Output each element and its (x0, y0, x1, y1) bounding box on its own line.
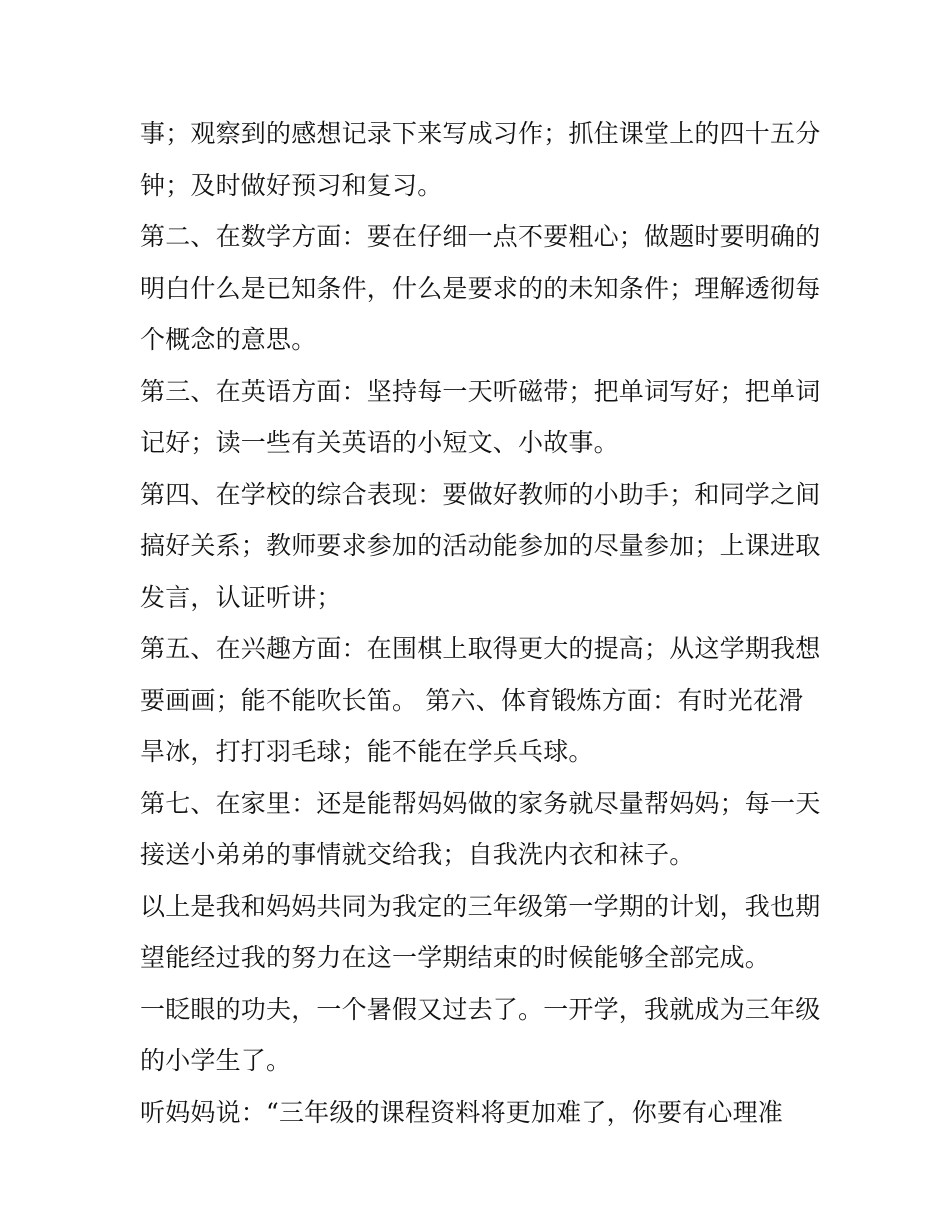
text-line: 事；观察到的感想记录下来写成习作；抓住课堂上的四十五分 (140, 119, 821, 148)
text-line: 听妈妈说：“三年级的课程资料将更加难了，你要有心理准 (140, 1097, 783, 1127)
text-line: 以上是我和妈妈共同为我定的三年级第一学期的计划，我也期 (140, 891, 821, 921)
text-line: 第四、在学校的综合表现：要做好教师的小助手；和同学之间 (140, 479, 821, 509)
text-line: 接送小弟弟的事情就交给我；自我洗内衣和袜子。 (140, 840, 695, 869)
text-line: 第七、在家里：还是能帮妈妈做的家务就尽量帮妈妈；每一天 (140, 788, 821, 818)
text-line: 第三、在英语方面：坚持每一天听磁带；把单词写好；把单词 (140, 376, 821, 406)
text-line: 发言，认证听讲； (140, 582, 342, 612)
text-line: 第五、在兴趣方面：在围棋上取得更大的提高；从这学期我想 (140, 634, 821, 663)
text-line: 搞好关系；教师要求参加的活动能参加的尽量参加；上课进取 (140, 531, 821, 560)
text-line: 钟；及时做好预习和复习。 (140, 170, 443, 200)
text-line: 旱冰，打打羽毛球；能不能在学兵乓球。 (140, 737, 594, 766)
text-line: 记好；读一些有关英语的小短文、小故事。 (140, 428, 619, 457)
text-line: 要画画；能不能吹长笛。 第六、体育锻炼方面：有时光花滑 (140, 685, 804, 715)
text-line: 第二、在数学方面：要在仔细一点不要粗心；做题时要明确的 (140, 222, 821, 251)
body-text (140, 108, 820, 1138)
text-line: 个概念的意思。 (140, 325, 317, 354)
text-line: 一眨眼的功夫，一个暑假又过去了。一开学，我就成为三年级 (140, 994, 821, 1024)
text-line: 明白什么是已知条件，什么是要求的的未知条件；理解透彻每 (140, 273, 821, 303)
text-line: 望能经过我的努力在这一学期结束的时候能够全部完成。 (140, 943, 771, 972)
text-line: 的小学生了。 (140, 1046, 292, 1075)
